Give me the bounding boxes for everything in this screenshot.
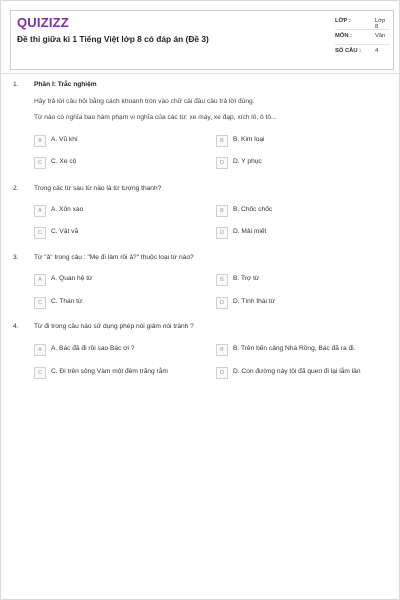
question-number: 1. — [13, 81, 19, 88]
worksheet-meta — [335, 15, 390, 59]
option-text: D. Con đường này tôi đã quen đi lại lắm lần — [233, 368, 361, 375]
option-letter-box: B — [216, 274, 228, 286]
option-text: B. Chốc chốc — [233, 206, 273, 213]
option-text: D. Mải miết — [233, 228, 267, 235]
worksheet-title: Đề thi giữa kì 1 Tiếng Việt lớp 8 có đáp án (Đề 3) — [17, 34, 209, 44]
meta-key: MÔN : — [335, 33, 353, 39]
option-text: A. Quan hệ từ — [51, 275, 93, 282]
option-text: A. Bác đã đi rồi sao Bác ơi ? — [51, 345, 135, 352]
option-text: B. Kim loại — [233, 136, 265, 143]
question-heading: Từ "ả" trong câu : "Mẹ đi làm rồi ả?" thuộc loại từ nào? — [34, 254, 194, 261]
option-text: B. Trợ từ — [233, 275, 260, 282]
meta-key: LỚP : — [335, 18, 351, 24]
option-letter-box: B — [216, 135, 228, 147]
option-letter-box: B — [216, 344, 228, 356]
option-letter-box: C — [34, 227, 46, 239]
meta-row-subject — [335, 30, 390, 45]
meta-value: 4 — [375, 48, 379, 54]
option-text: C. Đi trên sông Vàm một đêm trăng rằm — [51, 368, 168, 375]
option-letter-box: D — [216, 227, 228, 239]
question-heading: Trong các từ sau từ nào là từ tượng thanh? — [34, 185, 162, 192]
option-letter-box: A — [34, 274, 46, 286]
option-text: A. Xôn xao — [51, 206, 84, 213]
option-text: B. Trên bến cảng Nhà Rồng, Bác đã ra đi. — [233, 345, 356, 352]
option-letter-box: B — [216, 205, 228, 217]
meta-value: Văn — [375, 33, 386, 39]
meta-row-count — [335, 45, 390, 59]
option-letter-box: A — [34, 205, 46, 217]
meta-row-class — [335, 15, 390, 30]
option-text: C. Vật vã — [51, 228, 79, 235]
worksheet-header — [10, 10, 394, 70]
option-letter-box: A — [34, 135, 46, 147]
option-text: C. Xe cộ — [51, 158, 77, 165]
option-letter-box: A — [34, 344, 46, 356]
question-number: 4. — [13, 323, 19, 330]
meta-key: SỐ CÂU : — [335, 48, 362, 54]
option-text: D. Tình thái từ — [233, 298, 276, 305]
question-heading: Từ đi trong câu nào sử dụng phép nói giảm nói tránh ? — [34, 323, 194, 330]
option-text: A. Vũ khí — [51, 136, 78, 143]
option-text: D. Y phục — [233, 158, 262, 165]
question-number: 3. — [13, 254, 19, 261]
option-letter-box: D — [216, 297, 228, 309]
meta-value: Lớp 8 — [375, 18, 386, 30]
question-instruction: Hãy trả lời câu hỏi bằng cách khoanh tròn vào chữ cái đầu câu trả lời đúng. — [34, 98, 255, 105]
option-letter-box: C — [34, 297, 46, 309]
question-heading: Phần I: Trắc nghiệm — [34, 81, 97, 88]
question-number: 2. — [13, 185, 19, 192]
quizizz-logo: QUIZIZZ — [17, 15, 69, 30]
option-text: C. Thán từ — [51, 298, 83, 305]
option-letter-box: D — [216, 367, 228, 379]
question-prompt: Từ nào có nghĩa bao hàm phạm vi nghĩa của các từ: xe máy, xe đạp, xích lô, ô tô... — [34, 114, 277, 121]
option-letter-box: D — [216, 157, 228, 169]
option-letter-box: C — [34, 367, 46, 379]
option-letter-box: C — [34, 157, 46, 169]
header-divider — [1, 73, 399, 74]
